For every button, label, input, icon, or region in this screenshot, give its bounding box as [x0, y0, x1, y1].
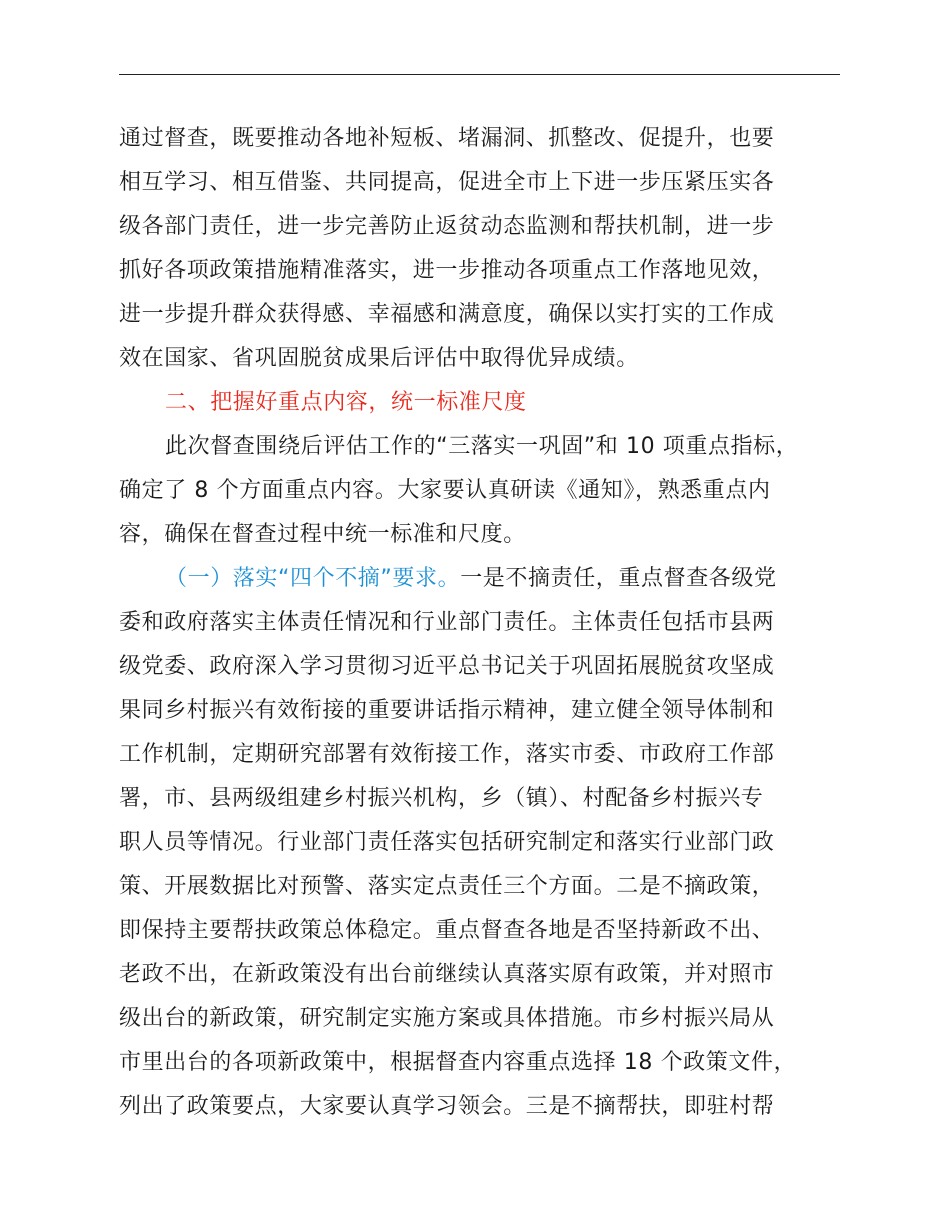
paragraph-line: 列出了政策要点，大家要认真学习领会。三是不摘帮扶，即驻村帮: [119, 1094, 775, 1119]
paragraph-line: 容，确保在督查过程中统一标准和尺度。: [119, 522, 526, 547]
paragraph-line: 署，市、县两级组建乡村振兴机构，乡（镇）、村配备乡村振兴专: [119, 786, 764, 811]
paragraph-line: 级各部门责任，进一步完善防止返贫动态监测和帮扶机制，进一步: [119, 214, 775, 239]
paragraph-line: 老政不出，在新政策没有出台前继续认真落实原有政策，并对照市: [119, 962, 775, 987]
paragraph-line: 效在国家、省巩固脱贫成果后评估中取得优异成绩。: [119, 346, 639, 371]
paragraph-line: 通过督查，既要推动各地补短板、堵漏洞、抓整改、促提升，也要: [119, 126, 775, 151]
subsection-heading: （一）落实“四个不摘”要求。: [165, 566, 461, 591]
paragraph-line: 果同乡村振兴有效衔接的重要讲话指示精神，建立健全领导体制和: [119, 698, 775, 723]
paragraph-line: 级出台的新政策，研究制定实施方案或具体措施。市乡村振兴局从: [119, 1006, 775, 1031]
paragraph-line: 确定了 8 个方面重点内容。大家要认真研读《通知》，熟悉重点内: [119, 478, 771, 503]
paragraph-line: 工作机制，定期研究部署有效衔接工作，落实市委、市政府工作部: [119, 742, 775, 767]
paragraph-line: 委和政府落实主体责任情况和行业部门责任。主体责任包括市县两: [119, 610, 775, 635]
header-rule: [119, 74, 840, 75]
section-heading: 二、把握好重点内容，统一标准尺度: [165, 390, 527, 415]
paragraph-text: 一是不摘责任，重点督查各级党: [460, 566, 777, 591]
paragraph-line: 相互学习、相互借鉴、共同提高，促进全市上下进一步压紧压实各: [119, 170, 775, 195]
paragraph-line: 此次督查围绕后评估工作的“三落实一巩固”和 10 项重点指标，: [165, 434, 799, 459]
paragraph-line: 职人员等情况。行业部门责任落实包括研究制定和落实行业部门政: [119, 830, 775, 855]
document-body: [119, 117, 844, 1129]
paragraph-line: 级党委、政府深入学习贯彻习近平总书记关于巩固拓展脱贫攻坚成: [119, 654, 775, 679]
paragraph-line: 进一步提升群众获得感、幸福感和满意度，确保以实打实的工作成: [119, 302, 775, 327]
paragraph-line-with-subheading: [119, 557, 844, 601]
paragraph-line: 抓好各项政策措施精准落实，进一步推动各项重点工作落地见效，: [119, 258, 775, 283]
paragraph-line: 策、开展数据比对预警、落实定点责任三个方面。二是不摘政策，: [119, 874, 775, 899]
paragraph-line: 市里出台的各项新政策中，根据督查内容重点选择 18 个政策文件，: [119, 1050, 797, 1075]
paragraph-line: 即保持主要帮扶政策总体稳定。重点督查各地是否坚持新政不出、: [119, 918, 775, 943]
